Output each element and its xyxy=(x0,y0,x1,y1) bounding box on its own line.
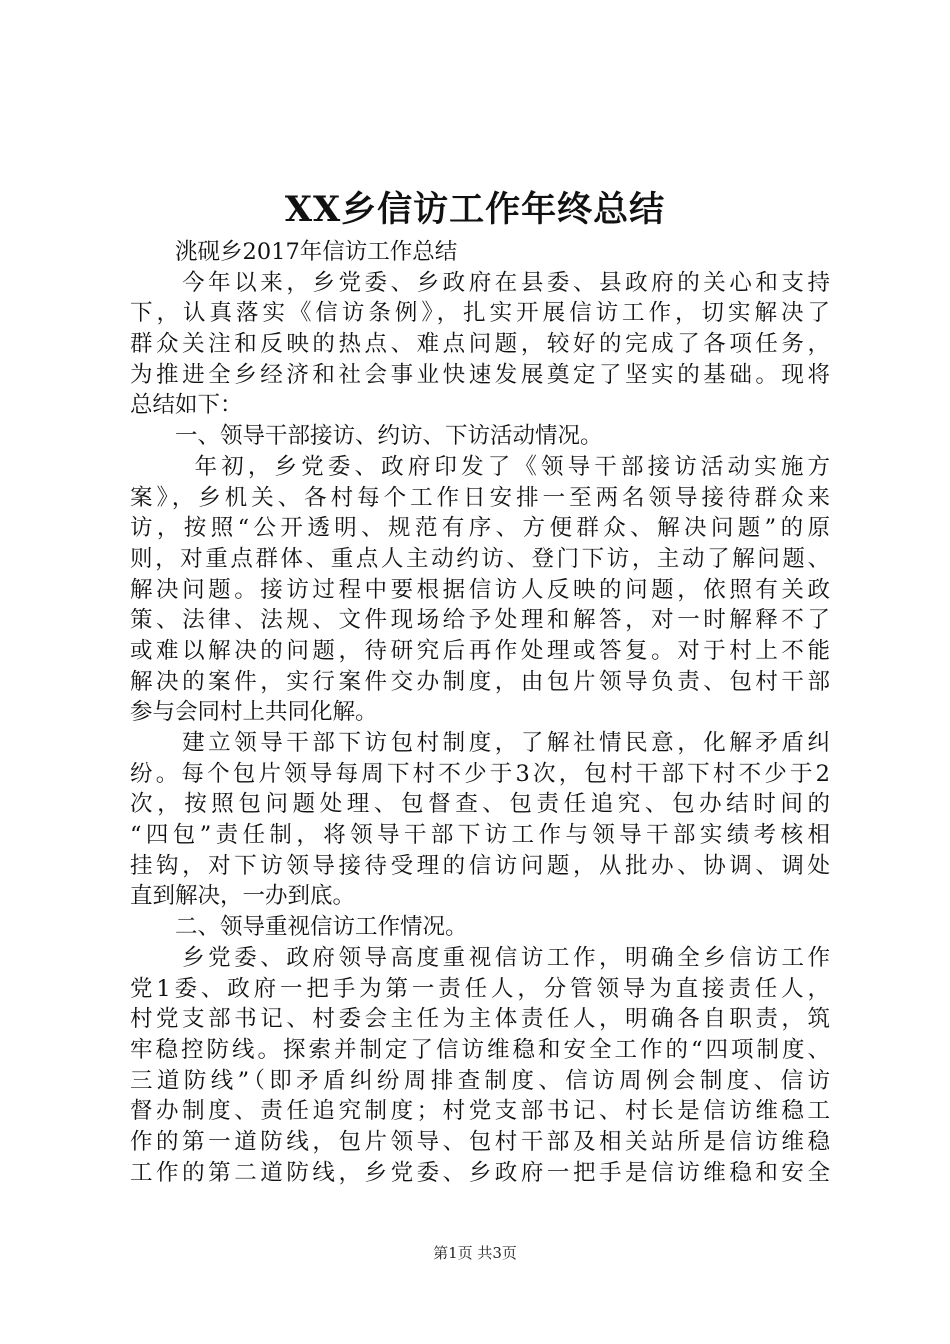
text-line: 建立领导干部下访包村制度，了解社情民意，化解矛盾纠 xyxy=(130,730,830,756)
text-line: 策、法律、法规、文件现场给予处理和解答，对一时解释不了 xyxy=(130,607,830,634)
text-line: 督办制度、责任追究制度；村党支部书记、村长是信访维稳工 xyxy=(130,1098,830,1125)
text-line: 洮砚乡2017年信访工作总结 xyxy=(130,239,458,265)
text-line: 挂钩，对下访领导接待受理的信访问题，从批办、协调、调处 xyxy=(130,852,830,879)
text-line: 访，按照“公开透明、规范有序、方便群众、解决问题”的原 xyxy=(130,515,830,542)
text-line: 二、领导重视信访工作情况。 xyxy=(130,914,468,941)
text-line: 工作的第二道防线，乡党委、乡政府一把手是信访维稳和安全 xyxy=(130,1159,830,1186)
text-line: 乡党委、政府领导高度重视信访工作，明确全乡信访工作 xyxy=(130,944,830,971)
text-line: 为推进全乡经济和社会事业快速发展奠定了坚实的基础。现将 xyxy=(130,361,830,388)
text-line: 解决的案件，实行案件交办制度，由包片领导负责、包村干部 xyxy=(130,668,830,695)
text-line: 下，认真落实《信访条例》，扎实开展信访工作，切实解决了 xyxy=(130,300,830,327)
text-line: “四包”责任制，将领导干部下访工作与领导干部实绩考核相 xyxy=(130,822,830,849)
text-line: 作的第一道防线，包片领导、包村干部及相关站所是信访维稳 xyxy=(130,1128,830,1155)
page-footer: 第1页 共3页 xyxy=(433,1244,517,1262)
text-line: 群众关注和反映的热点、难点问题，较好的完成了各项任务， xyxy=(130,331,830,358)
text-line: 参与会同村上共同化解。 xyxy=(130,699,378,726)
text-line: 次，按照包问题处理、包督查、包责任追究、包办结时间的 xyxy=(130,791,830,818)
text-line: 解决问题。接访过程中要根据信访人反映的问题，依照有关政 xyxy=(130,576,830,603)
text-line: 三道防线”（即矛盾纠纷周排查制度、信访周例会制度、信访 xyxy=(130,1067,830,1094)
document-title: XX乡信访工作年终总结 xyxy=(284,189,666,230)
text-line: 党1委、政府一把手为第一责任人，分管领导为直接责任人， xyxy=(130,975,830,1002)
text-line: 村党支部书记、村委会主任为主体责任人，明确各自职责，筑 xyxy=(130,1006,830,1033)
text-line: 今年以来，乡党委、乡政府在县委、县政府的关心和支持 xyxy=(130,269,830,296)
text-line: 年初，乡党委、政府印发了《领导干部接访活动实施方 xyxy=(130,453,830,480)
text-line: 牢稳控防线。探索并制定了信访维稳和安全工作的“四项制度、 xyxy=(130,1036,830,1063)
document-body xyxy=(130,237,830,1188)
text-line: 一、领导干部接访、约访、下访活动情况。 xyxy=(130,423,603,450)
text-line: 总结如下： xyxy=(130,392,243,419)
text-line: 纷。每个包片领导每周下村不少于3次，包村干部下村不少于2 xyxy=(130,760,830,787)
text-line: 则，对重点群体、重点人主动约访、登门下访，主动了解问题、 xyxy=(130,545,830,572)
text-line: 案》，乡机关、各村每个工作日安排一至两名领导接待群众来 xyxy=(130,484,830,511)
text-line: 直到解决，一办到底。 xyxy=(130,883,356,910)
text-line: 或难以解决的问题，待研究后再作处理或答复。对于村上不能 xyxy=(130,637,830,664)
